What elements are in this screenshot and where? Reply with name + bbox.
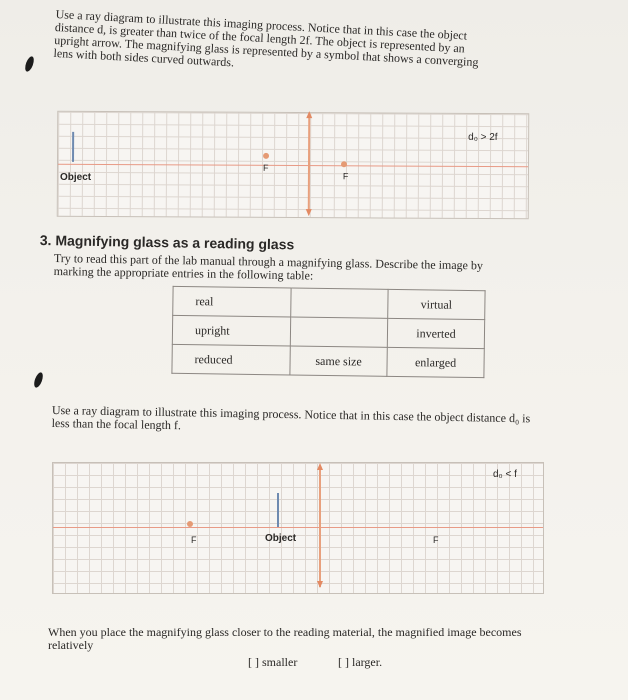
ray-diagram-grid-1[interactable] [57, 111, 530, 219]
focal-label-right: F [342, 171, 349, 182]
table-cell[interactable] [290, 317, 387, 347]
focal-label-right: F [433, 535, 439, 545]
table-cell[interactable]: reduced [172, 344, 290, 375]
option-larger[interactable]: [ ] larger. [338, 655, 383, 669]
binder-hole-middle [32, 371, 44, 388]
condition-label: d₀ > 2f [468, 131, 498, 144]
table-cell[interactable]: enlarged [387, 347, 484, 377]
ray-diagram-grid-2[interactable] [52, 462, 544, 594]
object-arrow [72, 132, 74, 162]
instruction-paragraph-3: Use a ray diagram to illustrate this imaging process. Notice that in this case the object distance d₀ is less than the focal length f. [51, 403, 531, 433]
table-cell[interactable]: virtual [388, 289, 485, 319]
instruction-paragraph-2: Try to read this part of the lab manual through a magnifying glass. Describe the image by marking the appropriate entries in the following table: [53, 251, 484, 283]
table-row [172, 344, 484, 377]
question-paragraph: When you place the magnifying glass closer to the reading material, the magnified image becomes relatively [48, 625, 522, 652]
object-arrow [277, 493, 279, 527]
focal-label-left: F [262, 162, 269, 173]
table-cell[interactable]: same size [290, 346, 387, 376]
optical-axis [53, 527, 543, 528]
lens-arrow-up-icon [317, 463, 323, 470]
object-label: Object [265, 533, 297, 544]
lens-arrow-up-icon [306, 111, 312, 118]
table-cell[interactable] [291, 288, 388, 318]
lens-arrow-down-icon [306, 209, 312, 216]
focal-point-right [341, 161, 347, 167]
lens-line [319, 467, 321, 587]
binder-hole-top [23, 55, 35, 72]
option-smaller[interactable]: [ ] smaller [248, 655, 298, 669]
focal-point-left [187, 521, 193, 527]
optical-axis [58, 164, 528, 167]
section-heading: 3. Magnifying glass as a reading glass [39, 232, 295, 253]
lens-line [308, 113, 311, 213]
focal-label-left: F [191, 535, 197, 545]
table-cell[interactable]: upright [172, 315, 290, 346]
image-description-table [171, 286, 485, 378]
table-row [172, 315, 484, 348]
condition-label: d₀ < f [493, 469, 517, 480]
instruction-paragraph-1: Use a ray diagram to illustrate this imaging process. Notice that in this case the object distance d, is greater than twice of the focal length 2f. The object is represented by an upright arrow. The magnifying glass is represented by a symbol that shows a converging lens with both sides curved outwards. [53, 7, 479, 70]
table-cell[interactable]: inverted [387, 318, 484, 348]
table-row [173, 286, 485, 319]
lens-arrow-down-icon [317, 581, 323, 588]
focal-point-left [263, 153, 269, 159]
object-label: Object [60, 172, 92, 183]
table-cell[interactable]: real [173, 286, 291, 317]
